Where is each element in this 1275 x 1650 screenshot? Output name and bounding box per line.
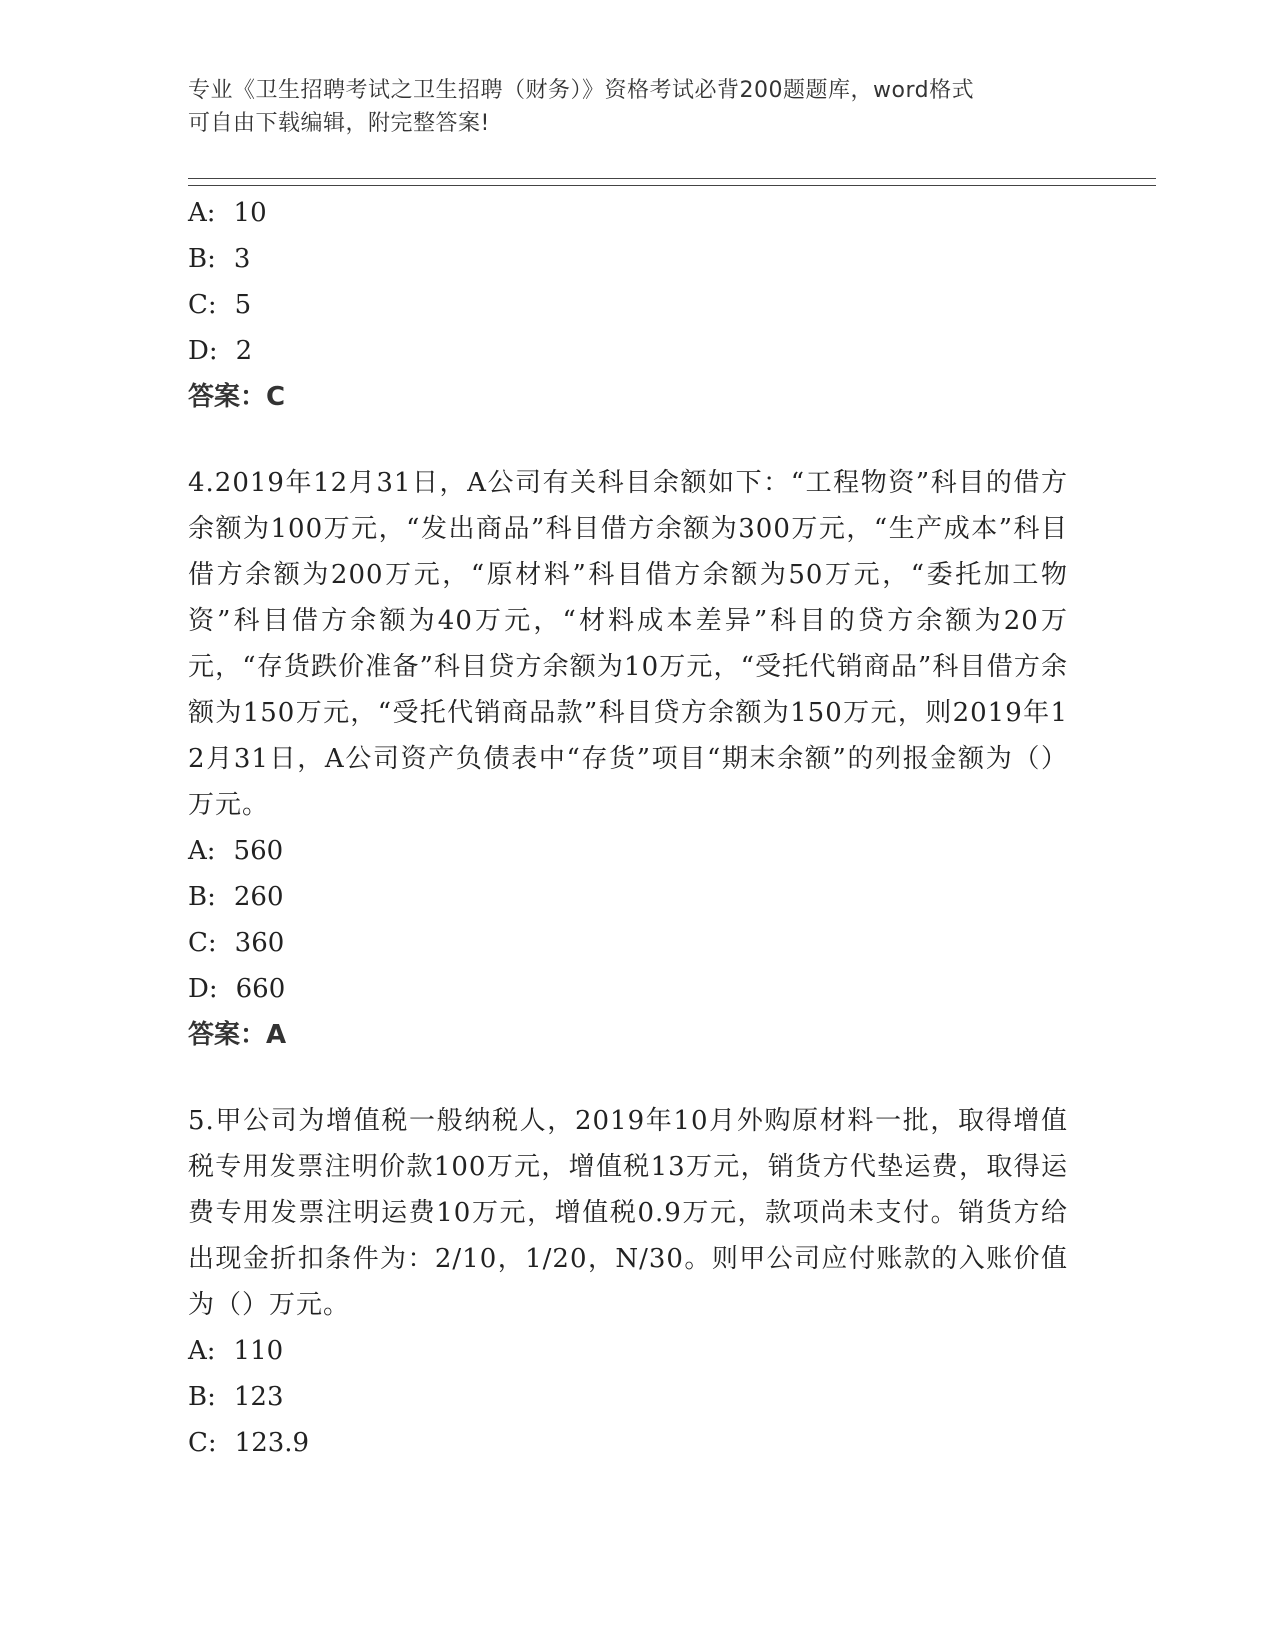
document-body [188,190,1088,1466]
answer: 答案：C [188,382,286,412]
option-label: C: [188,928,217,958]
option-value: 3 [233,244,251,274]
option-value: 2 [235,336,253,366]
option-value: 123.9 [234,1428,310,1458]
question-5 [188,1098,1088,1466]
option-label: D: [188,336,218,366]
question-stem: 5.甲公司为增值税一般纳税人，2019年10月外购原材料一批，取得增值税专用发票注明价款100万元，增值税13万元，销货方代垫运费，取得运费专用发票注明运费10万元，增值税0.9万元，款项尚未支付。销货方给出现金折扣条件为：2/10，1/20，N/30。则甲公司应付账款的入账价值为（）万元。 [188,1106,1068,1320]
option-c [188,1420,1088,1466]
option-value: 10 [233,198,267,228]
option-value: 260 [233,882,284,912]
option-a [188,190,1088,236]
option-value: 660 [235,974,286,1004]
document-header [188,74,1068,140]
option-b [188,874,1088,920]
option-label: B: [188,1382,216,1412]
option-label: D: [188,974,218,1004]
option-b [188,236,1088,282]
option-label: A: [188,1336,216,1366]
option-label: C: [188,290,217,320]
option-value: 110 [233,1336,284,1366]
option-label: A: [188,836,216,866]
option-label: A: [188,198,216,228]
option-value: 360 [234,928,285,958]
question-4 [188,460,1088,1058]
header-divider [188,178,1156,186]
option-a [188,1328,1088,1374]
question-3 [188,190,1088,420]
header-title-line-1: 专业《卫生招聘考试之卫生招聘（财务）》资格考试必背200题题库，word格式 [188,78,975,103]
answer: 答案：A [188,1020,287,1050]
question-stem: 4.2019年12月31日，A公司有关科目余额如下：“工程物资”科目的借方余额为100万元，“发出商品”科目借方余额为300万元，“生产成本”科目借方余额为200万元，“原材料”科目借方余额为50万元，“委托加工物资”科目借方余额为40万元，“材料成本差异”科目的贷方余额为20万元，“存货跌价准备”科目贷方余额为10万元，“受托代销商品”科目借方余额为150万元，“受托代销商品款”科目贷方余额为150万元，则2019年12月31日，A公司资产负债表中“存货”项目“期末余额”的列报金额为（）万元。 [188,468,1068,820]
option-b [188,1374,1088,1420]
option-a [188,828,1088,874]
spacer [188,420,1088,460]
header-title-line-2: 可自由下载编辑，附完整答案! [188,111,490,136]
option-d [188,328,1088,374]
option-c [188,920,1088,966]
option-c [188,282,1088,328]
option-d [188,966,1088,1012]
option-value: 5 [234,290,252,320]
spacer [188,1058,1088,1098]
option-label: B: [188,882,216,912]
option-value: 560 [233,836,284,866]
option-label: C: [188,1428,217,1458]
option-value: 123 [233,1382,284,1412]
option-label: B: [188,244,216,274]
